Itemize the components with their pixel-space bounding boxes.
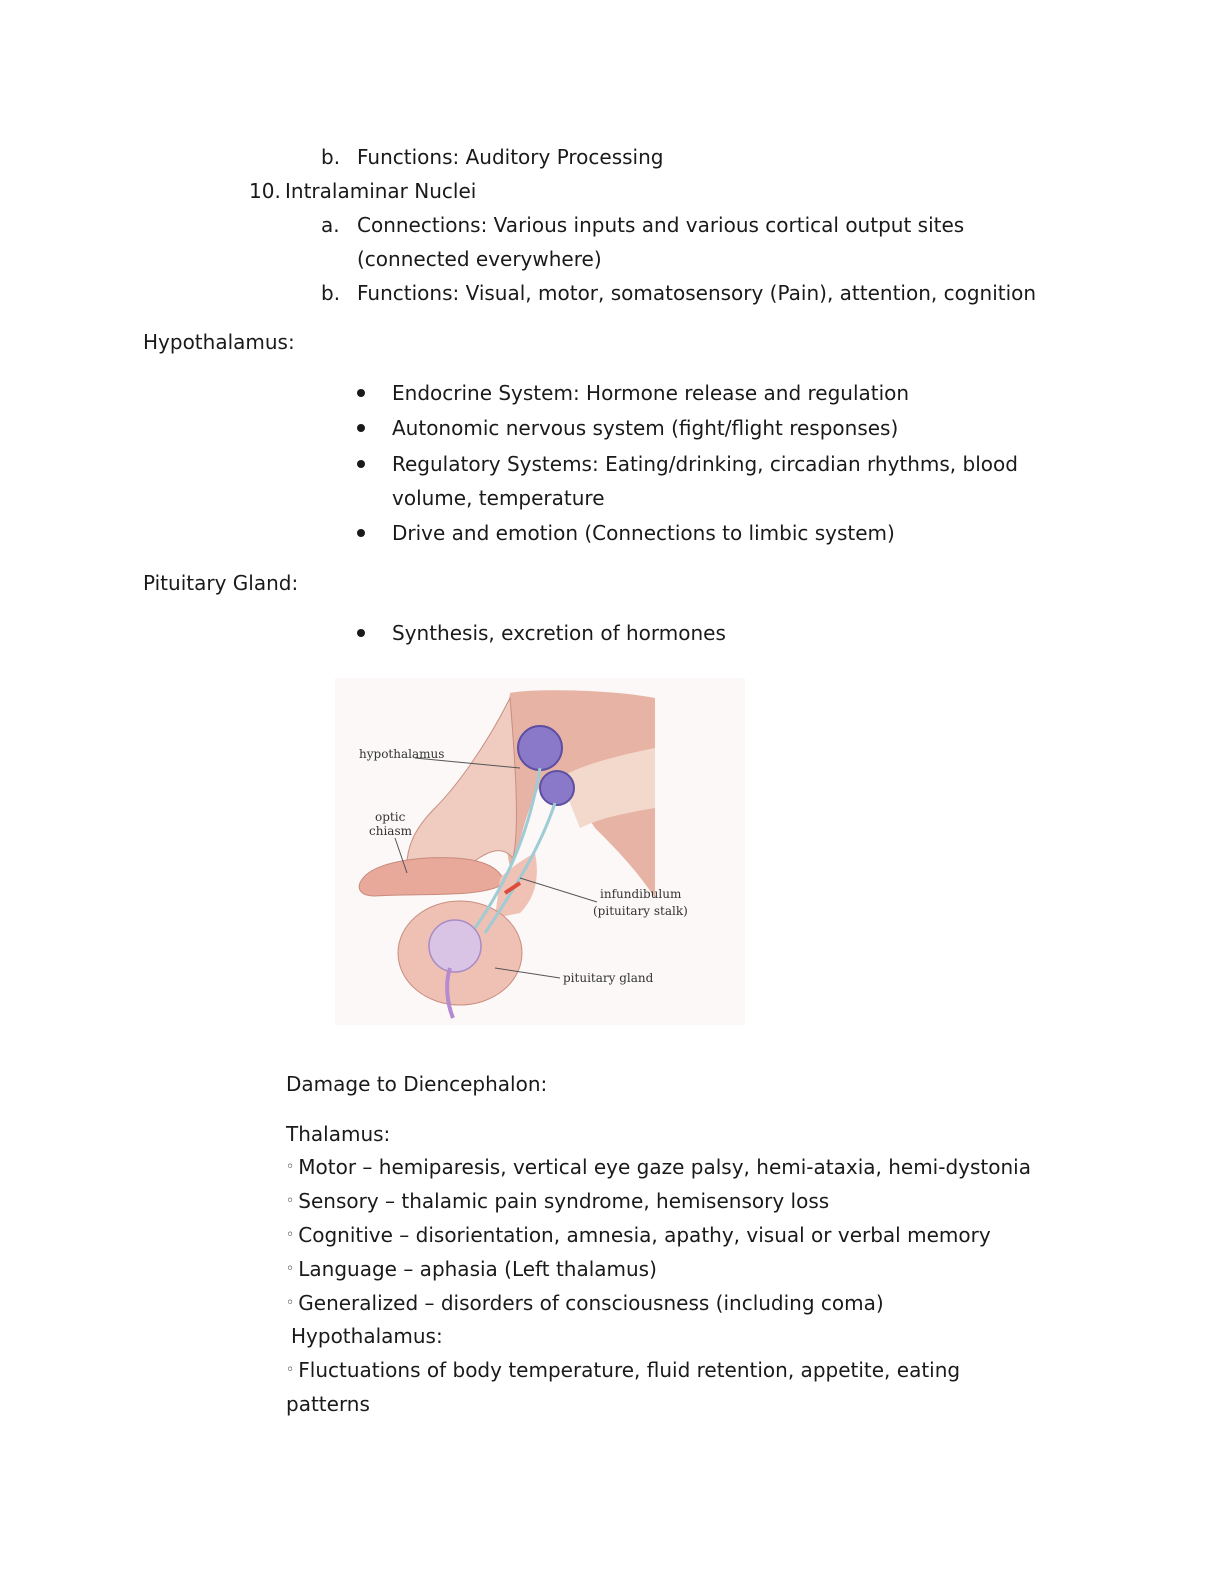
bullet-dot — [357, 424, 365, 432]
hypothalamus-heading: Hypothalamus: — [143, 330, 295, 354]
bullet-autonomic: Autonomic nervous system (fight/flight responses) — [392, 416, 899, 440]
bullet-dot — [357, 629, 365, 637]
hypothalamus-damage-heading: Hypothalamus: — [291, 1324, 443, 1348]
damage-item-text: Language – aphasia (Left thalamus) — [298, 1257, 657, 1281]
functions-text: Functions: Visual, motor, somatosensory (Pain), attention, cognition — [357, 281, 1037, 305]
neuron-cell-shape — [540, 771, 574, 805]
bullet-endocrine: Endocrine System: Hormone release and regulation — [392, 381, 910, 405]
ring-bullet: ◦ — [286, 1159, 295, 1175]
label-pituitary-gland: pituitary gland — [563, 971, 654, 985]
ring-bullet: ◦ — [286, 1295, 295, 1311]
bullet-dot — [357, 529, 365, 537]
hypothalamus-damage-item — [286, 1353, 960, 1390]
ring-bullet: ◦ — [286, 1362, 295, 1378]
gland-lobe-shape — [429, 920, 481, 972]
list-marker-a: a. — [321, 213, 340, 237]
label-hypothalamus: hypothalamus — [359, 747, 445, 761]
connections-text-cont: (connected everywhere) — [357, 247, 602, 271]
thalamus-damage-item — [286, 1218, 991, 1255]
list-marker-b2: b. — [321, 281, 341, 305]
bullet-regulatory-cont: volume, temperature — [392, 486, 605, 510]
bullet-synthesis: Synthesis, excretion of hormones — [392, 621, 726, 645]
bullet-dot — [357, 389, 365, 397]
connections-text: Connections: Various inputs and various cortical output sites — [357, 213, 965, 237]
thalamus-damage-item — [286, 1150, 1031, 1187]
pituitary-heading: Pituitary Gland: — [143, 571, 299, 595]
bullet-dot — [357, 460, 365, 468]
damage-item-text: Cognitive – disorientation, amnesia, apathy, visual or verbal memory — [298, 1223, 991, 1247]
ring-bullet: ◦ — [286, 1227, 295, 1243]
damage-item-text: Generalized – disorders of consciousness (including coma) — [298, 1291, 884, 1315]
ring-bullet: ◦ — [286, 1261, 295, 1277]
damage-item-text: Motor – hemiparesis, vertical eye gaze palsy, hemi-ataxia, hemi-dystonia — [298, 1155, 1031, 1179]
bullet-drive-emotion: Drive and emotion (Connections to limbic system) — [392, 521, 895, 545]
list-marker-b: b. — [321, 145, 341, 169]
damage-item-text: Fluctuations of body temperature, fluid retention, appetite, eating — [298, 1358, 961, 1382]
label-chiasm: chiasm — [369, 824, 412, 838]
hypothalamus-damage-item-cont: patterns — [286, 1392, 370, 1416]
thalamus-damage-heading: Thalamus: — [286, 1122, 391, 1146]
damage-heading: Damage to Diencephalon: — [286, 1072, 548, 1096]
neuron-cell-shape — [518, 726, 562, 770]
damage-item-text: Sensory – thalamic pain syndrome, hemisensory loss — [298, 1189, 830, 1213]
thalamus-damage-item — [286, 1252, 657, 1289]
label-pituitary-stalk: (pituitary stalk) — [593, 904, 688, 918]
thalamus-damage-item — [286, 1184, 829, 1221]
label-optic: optic — [375, 810, 406, 824]
label-infundibulum: infundibulum — [600, 887, 682, 901]
bullet-regulatory: Regulatory Systems: Eating/drinking, circadian rhythms, blood — [392, 452, 1018, 476]
intralaminar-nuclei-title: Intralaminar Nuclei — [285, 179, 477, 203]
thalamus-damage-item — [286, 1286, 884, 1323]
pituitary-anatomy-figure — [335, 678, 745, 1025]
auditory-function-text: Functions: Auditory Processing — [357, 145, 664, 169]
ring-bullet: ◦ — [286, 1193, 295, 1209]
list-marker-10: 10. — [249, 179, 281, 203]
